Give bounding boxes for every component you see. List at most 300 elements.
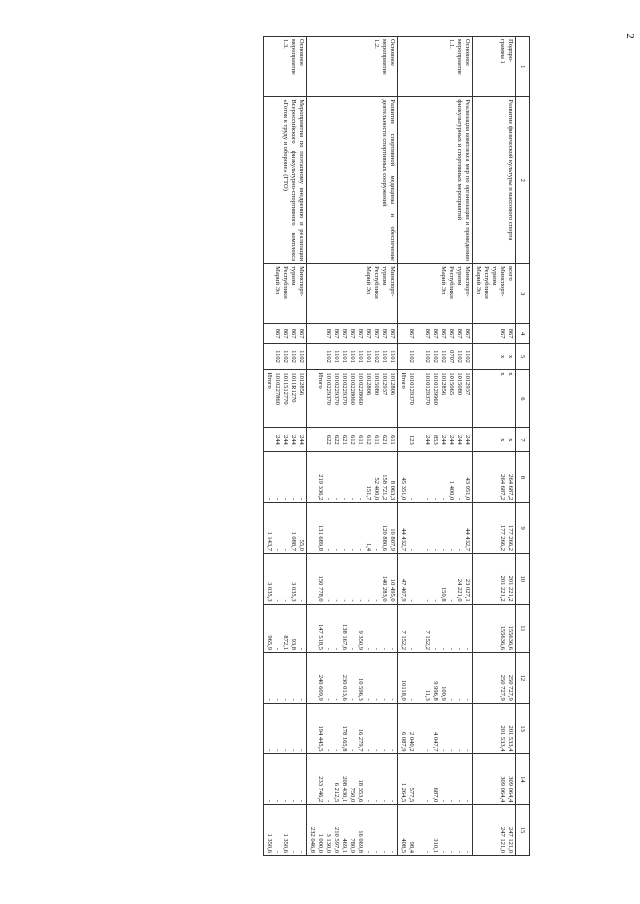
cell-value: 244 bbox=[440, 435, 447, 445]
cell-value: - bbox=[440, 800, 447, 803]
cell-value: 1012806 bbox=[389, 372, 396, 396]
cell-value: 1 143,7 bbox=[266, 531, 273, 551]
cell-value bbox=[415, 454, 423, 500]
cell-value: 3 035,3 bbox=[266, 582, 273, 602]
cell-value: - bbox=[325, 498, 332, 501]
cell-value: Итого bbox=[266, 372, 273, 389]
target-article-cell bbox=[264, 370, 307, 428]
cell-value: 867 bbox=[464, 328, 471, 339]
cell-value: 23 027,1 bbox=[464, 578, 471, 602]
cell-value: 1011512770 bbox=[282, 372, 289, 405]
executor-line: Минспорт- bbox=[499, 266, 506, 297]
executor-line: Минспорт- bbox=[464, 266, 471, 297]
cell-value: - bbox=[373, 800, 380, 803]
cell-value: - bbox=[266, 498, 273, 501]
cell-value: x bbox=[507, 354, 514, 359]
cell-value: Итого bbox=[317, 372, 324, 389]
cell-value: 309 064,4 bbox=[507, 776, 514, 803]
program-code-line: мероприятие bbox=[290, 39, 297, 75]
cell-value: - bbox=[373, 850, 380, 853]
cell-value: 194 445,5 bbox=[317, 725, 324, 752]
cell-value: 6 087,9 bbox=[400, 731, 407, 752]
program-code-line: Основное bbox=[464, 39, 471, 67]
cell-value bbox=[415, 706, 423, 752]
column-header-14: 14 bbox=[516, 754, 530, 805]
target-article-cell bbox=[307, 370, 398, 428]
cell-value: 1 350,6 bbox=[266, 833, 273, 853]
cell-value: - bbox=[440, 647, 447, 650]
amount-cell bbox=[307, 652, 398, 703]
cell-value bbox=[415, 372, 423, 425]
cell-value: - bbox=[298, 599, 305, 602]
cell-value: 1101 bbox=[333, 350, 340, 363]
ministry-code-cell bbox=[264, 324, 307, 343]
amount-cell bbox=[398, 553, 473, 604]
cell-value: x bbox=[507, 372, 514, 376]
cell-value: - bbox=[274, 749, 281, 752]
cell-value: - bbox=[365, 850, 372, 853]
amount-cell bbox=[307, 503, 398, 554]
cell-value: - bbox=[424, 599, 431, 602]
cell-value: - bbox=[448, 599, 455, 602]
program-code-line: 1.3. bbox=[282, 39, 289, 49]
cell-value bbox=[415, 556, 423, 602]
expense-type-cell bbox=[264, 428, 307, 452]
program-code-line: грамма 1 bbox=[499, 39, 506, 64]
cell-value: 244 bbox=[298, 435, 305, 445]
expense-type-cell bbox=[307, 428, 398, 452]
cell-value: - bbox=[448, 800, 455, 803]
program-code-cell bbox=[307, 37, 398, 97]
amount-cell bbox=[473, 553, 516, 604]
cell-value: 1012937 bbox=[381, 372, 388, 396]
cell-value: 867 bbox=[298, 328, 305, 339]
cell-value: - bbox=[365, 647, 372, 650]
cell-value: - bbox=[325, 749, 332, 752]
target-article-cell bbox=[473, 370, 516, 428]
measure-name-cell: Реализация комплекса мер по организации и проведению физкультурных и спортивных мероприятий bbox=[398, 97, 473, 264]
cell-value: 1 000,0 bbox=[317, 833, 324, 853]
cell-value: 55,0 bbox=[298, 539, 305, 551]
cell-value: 1102 bbox=[282, 350, 289, 363]
amount-cell bbox=[398, 503, 473, 554]
column-header-4: 4 bbox=[516, 324, 530, 343]
ministry-code-cell bbox=[473, 324, 516, 343]
cell-value: 310,1 bbox=[432, 838, 439, 853]
cell-value: - bbox=[373, 647, 380, 650]
program-code-line: Подпро- bbox=[507, 39, 514, 63]
cell-value: - bbox=[389, 647, 396, 650]
cell-value: 1015065 bbox=[448, 372, 455, 396]
cell-value: 621 bbox=[381, 435, 388, 445]
cell-value: - bbox=[464, 749, 471, 752]
cell-value: - bbox=[333, 647, 340, 650]
cell-value: 622 bbox=[333, 435, 340, 445]
cell-value: 611 bbox=[357, 435, 364, 445]
cell-value: 1015080 bbox=[373, 372, 380, 396]
cell-value: 1102 bbox=[456, 350, 463, 363]
cell-value: - bbox=[456, 698, 463, 701]
cell-value: - bbox=[408, 698, 415, 701]
cell-value: 8 063,3 bbox=[389, 480, 396, 501]
cell-value: 1 088,7 bbox=[290, 531, 297, 551]
amount-cell bbox=[398, 452, 473, 503]
cell-value: 147 518,5 bbox=[317, 623, 324, 650]
cell-value: 244 bbox=[456, 435, 463, 445]
cell-value: 138 167,6 bbox=[341, 623, 348, 650]
cell-value: - bbox=[389, 800, 396, 803]
cell-value: - bbox=[440, 749, 447, 752]
program-code-line: мероприятие bbox=[456, 39, 463, 75]
amount-cell bbox=[398, 703, 473, 754]
cell-value: - bbox=[349, 698, 356, 701]
cell-value: 250 727,9 bbox=[499, 674, 506, 701]
cell-value bbox=[415, 326, 423, 340]
cell-value: 1102 bbox=[464, 350, 471, 363]
cell-value: - bbox=[357, 498, 364, 501]
cell-value: 867 bbox=[282, 328, 289, 339]
cell-value: - bbox=[349, 498, 356, 501]
cell-value: 123 bbox=[408, 435, 415, 445]
cell-value: - bbox=[325, 548, 332, 551]
cell-value: 3 130,0 bbox=[325, 833, 332, 853]
page-number: 2 bbox=[623, 33, 636, 39]
cell-value: x bbox=[499, 438, 506, 442]
cell-value: - bbox=[448, 647, 455, 650]
amount-cell bbox=[264, 553, 307, 604]
cell-value: 244 bbox=[464, 435, 471, 445]
cell-value: 240 609,9 bbox=[317, 674, 324, 701]
cell-value: Итого bbox=[400, 372, 407, 389]
rotated-table-container bbox=[100, 36, 530, 856]
cell-value: - bbox=[290, 698, 297, 701]
cell-value: - bbox=[282, 498, 289, 501]
cell-value: 1101 bbox=[341, 350, 348, 363]
cell-value: 853 bbox=[432, 435, 439, 445]
cell-value: 178 165,8 bbox=[341, 725, 348, 752]
cell-value: - bbox=[432, 647, 439, 650]
cell-value: 219 336,2 bbox=[317, 474, 324, 501]
cell-value: - bbox=[373, 548, 380, 551]
cell-value: 1011R1270 bbox=[290, 372, 297, 403]
cell-value: - bbox=[432, 548, 439, 551]
executor-line: Республики bbox=[282, 266, 289, 299]
cell-value: 10 596,3 bbox=[357, 677, 364, 701]
cell-value: 155636,6 bbox=[499, 625, 506, 650]
table-row bbox=[398, 37, 473, 856]
cell-value: 408,5 bbox=[400, 838, 407, 853]
cell-value: - bbox=[365, 698, 372, 701]
cell-value: - bbox=[333, 599, 340, 602]
cell-value: - bbox=[381, 647, 388, 650]
budget-table bbox=[263, 36, 530, 856]
cell-value: 201 533,4 bbox=[507, 725, 514, 752]
cell-value: 150 778,0 bbox=[317, 575, 324, 602]
amount-cell bbox=[473, 452, 516, 503]
cell-value: - bbox=[349, 749, 356, 752]
cell-value: - bbox=[266, 800, 273, 803]
section-code-cell bbox=[473, 343, 516, 370]
cell-value: - bbox=[389, 850, 396, 853]
cell-value: 1102 bbox=[274, 350, 281, 363]
cell-value: 1012856 bbox=[298, 372, 305, 396]
measure-name-cell: Развитие физической культуры и массового спорта bbox=[473, 97, 516, 264]
cell-value: 16 279,7 bbox=[357, 728, 364, 752]
cell-value: 7 152,2 bbox=[400, 630, 407, 650]
cell-value: - bbox=[373, 599, 380, 602]
amount-cell bbox=[264, 703, 307, 754]
cell-value: - bbox=[381, 698, 388, 701]
column-header-9: 9 bbox=[516, 503, 530, 554]
cell-value: - bbox=[349, 647, 356, 650]
cell-value: 780,9 bbox=[349, 838, 356, 853]
cell-value: 208 430,1 bbox=[341, 776, 348, 803]
cell-value: 52 400,0 bbox=[373, 477, 380, 501]
cell-value: 6 212,5 bbox=[333, 782, 340, 803]
cell-value: 9 996,8 bbox=[432, 681, 439, 701]
cell-value: 264 687,2 bbox=[507, 474, 514, 501]
table-row bbox=[473, 37, 516, 856]
executor-line: Республики bbox=[448, 266, 455, 299]
amount-cell bbox=[473, 703, 516, 754]
cell-value: 1101 bbox=[365, 350, 372, 363]
cell-value: 1101 bbox=[357, 350, 364, 363]
program-code-line: Основное bbox=[298, 39, 305, 67]
cell-value: 867 bbox=[274, 328, 281, 339]
cell-value: - bbox=[274, 850, 281, 853]
cell-value: 872,1 bbox=[282, 635, 289, 650]
cell-value: 201 221,2 bbox=[499, 575, 506, 602]
cell-value: 611 bbox=[373, 435, 380, 445]
cell-value: 1102 bbox=[424, 350, 431, 363]
cell-value: - bbox=[282, 749, 289, 752]
cell-value: 1010229370 bbox=[325, 372, 332, 405]
cell-value: - bbox=[432, 498, 439, 501]
column-header-3: 3 bbox=[516, 264, 530, 324]
cell-value: 0707 bbox=[448, 350, 455, 364]
cell-value: 1010129370 bbox=[424, 372, 431, 405]
amount-cell bbox=[307, 604, 398, 652]
amount-cell bbox=[264, 604, 307, 652]
cell-value: 1010129960 bbox=[432, 372, 439, 405]
executor-line: Республики bbox=[373, 266, 380, 299]
cell-value: 151,7 bbox=[365, 485, 372, 501]
cell-value: 1102 bbox=[432, 350, 439, 363]
cell-value: - bbox=[424, 800, 431, 803]
column-header-8: 8 bbox=[516, 452, 530, 503]
cell-value: - bbox=[298, 800, 305, 803]
cell-value: - bbox=[274, 800, 281, 803]
executor-line: Марий Эл bbox=[365, 266, 372, 295]
cell-value: 2 040,2 bbox=[408, 731, 415, 752]
cell-value: - bbox=[373, 749, 380, 752]
executor-line: Минспорт- bbox=[389, 266, 396, 297]
cell-value: 867 bbox=[408, 328, 415, 339]
cell-value: 867 bbox=[440, 328, 447, 339]
cell-value: - bbox=[274, 647, 281, 650]
cell-value: - bbox=[274, 548, 281, 551]
cell-value: - bbox=[424, 548, 431, 551]
cell-value: 1010228060 bbox=[349, 372, 356, 405]
cell-value: 867 bbox=[341, 328, 348, 339]
cell-value: - bbox=[325, 698, 332, 701]
cell-value: 1102 bbox=[440, 350, 447, 363]
cell-value: 309 064,4 bbox=[499, 776, 506, 803]
cell-value: 750,0 bbox=[349, 787, 356, 803]
cell-value: 244 bbox=[290, 435, 297, 445]
column-header-11: 11 bbox=[516, 604, 530, 652]
executor-cell bbox=[307, 264, 398, 324]
cell-value: 1101 bbox=[389, 350, 396, 363]
cell-value: x bbox=[499, 372, 506, 376]
cell-value: 867 bbox=[389, 328, 396, 339]
amount-cell bbox=[473, 754, 516, 805]
cell-value: - bbox=[408, 548, 415, 551]
executor-line: Марий Эл bbox=[440, 266, 447, 295]
cell-value: - bbox=[456, 850, 463, 853]
cell-value: - bbox=[274, 698, 281, 701]
cell-value: 247 121,0 bbox=[499, 827, 506, 853]
cell-value: - bbox=[349, 599, 356, 602]
section-code-cell bbox=[307, 343, 398, 370]
cell-value: - bbox=[448, 749, 455, 752]
cell-value: 1102 bbox=[325, 350, 332, 363]
cell-value: 867 bbox=[456, 328, 463, 339]
cell-value: - bbox=[274, 599, 281, 602]
cell-value: 1101 bbox=[349, 350, 356, 363]
cell-value: - bbox=[365, 749, 372, 752]
cell-value: - bbox=[440, 850, 447, 853]
cell-value: 867 bbox=[499, 328, 506, 339]
cell-value: 1012937 bbox=[464, 372, 471, 396]
program-code-cell bbox=[398, 37, 473, 97]
executor-line: Республики bbox=[483, 266, 490, 299]
executor-line: туризм bbox=[290, 266, 297, 286]
cell-value: 109,9 bbox=[440, 686, 447, 701]
amount-cell bbox=[307, 805, 398, 856]
cell-value: 233 746,2 bbox=[317, 776, 324, 803]
cell-value: 177 266,2 bbox=[507, 524, 514, 551]
expense-type-cell bbox=[398, 428, 473, 452]
amount-cell bbox=[307, 452, 398, 503]
cell-value: - bbox=[464, 800, 471, 803]
amount-cell bbox=[307, 703, 398, 754]
cell-value: 1102 bbox=[408, 350, 415, 363]
cell-value: - bbox=[440, 548, 447, 551]
cell-value: - bbox=[424, 498, 431, 501]
cell-value: - bbox=[408, 647, 415, 650]
cell-value: 1015080 bbox=[456, 372, 463, 396]
cell-value: 45 351,0 bbox=[400, 477, 407, 501]
cell-value: 244 bbox=[424, 435, 431, 445]
cell-value: - bbox=[448, 548, 455, 551]
cell-value: 867 bbox=[424, 328, 431, 339]
executor-line: туризм bbox=[381, 266, 388, 286]
amount-cell bbox=[264, 805, 307, 856]
cell-value: 1010229370 bbox=[341, 372, 348, 405]
cell-value: - bbox=[357, 548, 364, 551]
executor-line: всего bbox=[507, 266, 514, 281]
cell-value: 120 880,6 bbox=[381, 524, 388, 551]
program-code-line: Основное bbox=[389, 39, 396, 67]
cell-value: 611 bbox=[389, 435, 396, 445]
cell-value: 867 bbox=[507, 328, 514, 339]
amount-cell bbox=[307, 553, 398, 604]
cell-value: - bbox=[373, 698, 380, 701]
cell-value: - bbox=[341, 599, 348, 602]
cell-value: 867 bbox=[349, 328, 356, 339]
cell-value: 10 495,0 bbox=[389, 578, 396, 602]
cell-value: - bbox=[464, 647, 471, 650]
amount-cell bbox=[398, 754, 473, 805]
cell-value: 44 432,7 bbox=[400, 528, 407, 551]
amount-cell bbox=[398, 652, 473, 703]
cell-value: - bbox=[389, 749, 396, 752]
section-code-cell bbox=[398, 343, 473, 370]
cell-value: - bbox=[333, 698, 340, 701]
cell-value: 177 266,2 bbox=[499, 524, 506, 551]
cell-value: 3 035,3 bbox=[290, 582, 297, 602]
cell-value: - bbox=[464, 850, 471, 853]
cell-value: - bbox=[298, 647, 305, 650]
cell-value: 201 221,2 bbox=[507, 575, 514, 602]
column-header-5: 5 bbox=[516, 343, 530, 370]
cell-value: - bbox=[282, 800, 289, 803]
executor-line: Минспорт- bbox=[298, 266, 305, 297]
column-header-1: 1 bbox=[516, 37, 530, 97]
cell-value: 867 bbox=[373, 328, 380, 339]
cell-value: 1102 bbox=[298, 350, 305, 363]
cell-value: 16 069,8 bbox=[357, 830, 364, 853]
cell-value: - bbox=[448, 698, 455, 701]
cell-value: - bbox=[456, 548, 463, 551]
cell-value: 1102 bbox=[290, 350, 297, 363]
cell-value: - bbox=[365, 599, 372, 602]
program-code-line: мероприятие bbox=[381, 39, 388, 75]
cell-value: 4 047,7 bbox=[432, 731, 439, 752]
cell-value: 47 407,9 bbox=[400, 578, 407, 602]
executor-line: Марий Эл bbox=[274, 266, 281, 295]
cell-value: 44 432,7 bbox=[464, 528, 471, 551]
column-header-13: 13 bbox=[516, 703, 530, 754]
cell-value: 965,9 bbox=[266, 635, 273, 650]
cell-value: - bbox=[357, 599, 364, 602]
target-article-cell bbox=[398, 370, 473, 428]
column-header-6: 6 bbox=[516, 370, 530, 428]
cell-value: 612 bbox=[365, 435, 372, 445]
cell-value: 24 221,0 bbox=[456, 578, 463, 602]
cell-value: - bbox=[290, 850, 297, 853]
executor-cell bbox=[264, 264, 307, 324]
cell-value: - bbox=[290, 800, 297, 803]
cell-value bbox=[415, 756, 423, 802]
cell-value: 230 013,6 bbox=[341, 674, 348, 701]
program-code-line: 1.2. bbox=[373, 39, 380, 49]
cell-value: 469,1 bbox=[341, 838, 348, 853]
amount-cell bbox=[307, 754, 398, 805]
cell-value: 93,8 bbox=[290, 638, 297, 650]
cell-value: 867 bbox=[290, 328, 297, 339]
cell-value bbox=[415, 655, 423, 701]
amount-cell bbox=[398, 805, 473, 856]
column-header-12: 12 bbox=[516, 652, 530, 703]
section-code-cell bbox=[264, 343, 307, 370]
cell-value: 244 bbox=[448, 435, 455, 445]
cell-value: - bbox=[456, 498, 463, 501]
cell-value: - bbox=[290, 498, 297, 501]
cell-value: - bbox=[456, 647, 463, 650]
column-header-7: 7 bbox=[516, 428, 530, 452]
